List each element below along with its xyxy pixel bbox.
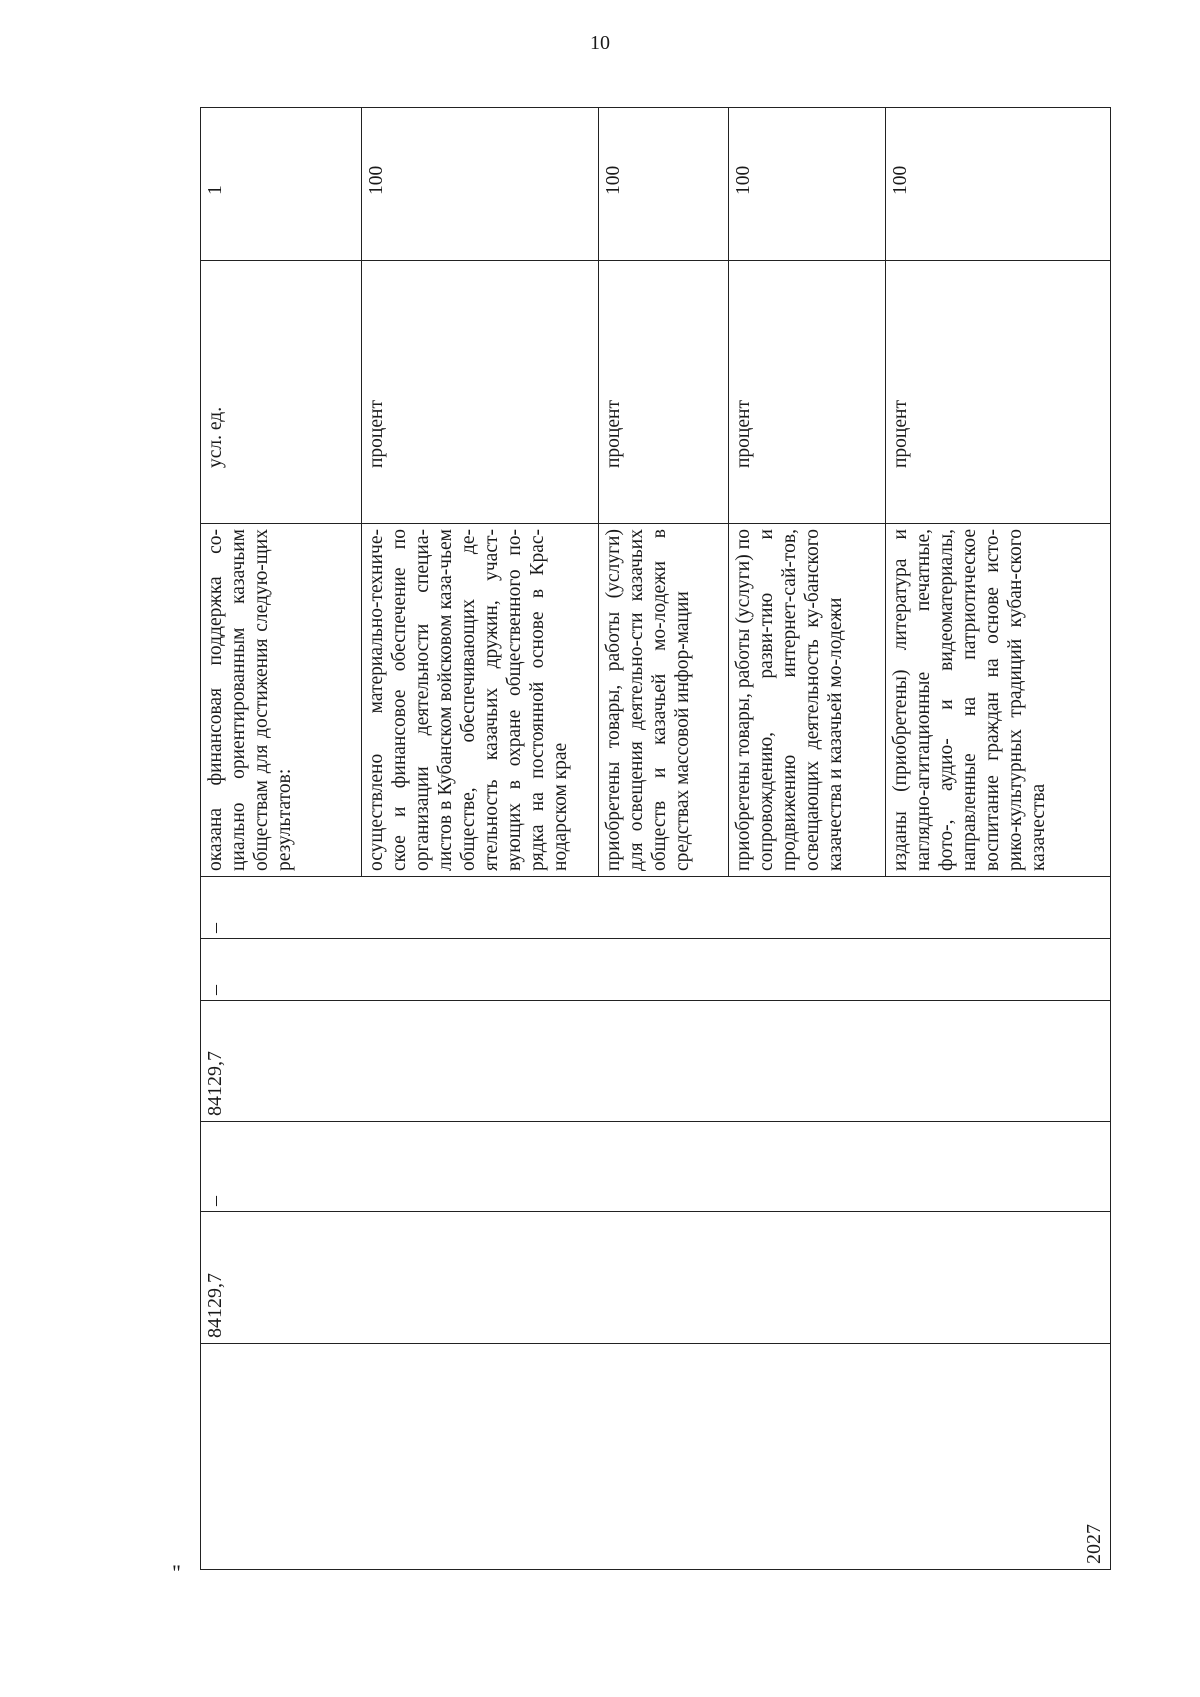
unit-cell: процент (362, 261, 599, 524)
unit-cell: процент (729, 261, 886, 524)
dash-cell: – (201, 1122, 1111, 1212)
value-cell: 100 (599, 108, 729, 261)
value-cell: 100 (886, 108, 1111, 261)
result-description-cell: изданы (приобретены) литература и наглядно-агитационные печатные, фото-, аудио- и видеоматериалы, направленные на патриотическое воспитание граждан на основе исто-рико-культурных традиций кубан-ского казачества (886, 524, 1111, 877)
rotated-table-container (200, 108, 1110, 1570)
page-number: 10 (590, 32, 610, 54)
unit-cell: процент (599, 261, 729, 524)
value-cell: 1 (201, 108, 362, 261)
result-description-cell: приобретены товары, работы (услуги) по сопровождению, разви-тию и продвижению интернет-сай-тов, освещающих деятельность ку-банского казачества и казачьей мо-лодежи (729, 524, 886, 877)
dash-cell: – (201, 939, 1111, 1001)
budget-table (200, 107, 1111, 1570)
amount-cell: 84129,7 (201, 1001, 1111, 1122)
value-cell: 100 (729, 108, 886, 261)
year-cell: 2027 (201, 1344, 1111, 1570)
table-row (201, 108, 362, 1570)
value-cell: 100 (362, 108, 599, 261)
unit-cell: усл. ед. (201, 261, 362, 524)
total-amount-cell: 84129,7 (201, 1212, 1111, 1344)
result-description-cell: оказана финансовая поддержка со-циально ориентированным казачьим обществам для достижения следую-щих результатов: (201, 524, 362, 877)
result-description-cell: приобретены товары, работы (услуги) для освещения деятельно-сти казачьих обществ и казачьей мо-лодежи в средствах массовой инфор-мации (599, 524, 729, 877)
unit-cell: процент (886, 261, 1111, 524)
dash-cell: – (201, 877, 1111, 939)
closing-quote-mark: " (172, 1560, 181, 1585)
result-description-cell: осуществлено материально-техниче-ское и финансовое обеспечение по организации деятельности специа-листов в Кубанском войсковом каза-чьем обществе, обеспечивающих де-ятельность казачьих дружин, участ-вующих в охране общественного по-рядка на постоянной основе в Крас-нодарском крае (362, 524, 599, 877)
